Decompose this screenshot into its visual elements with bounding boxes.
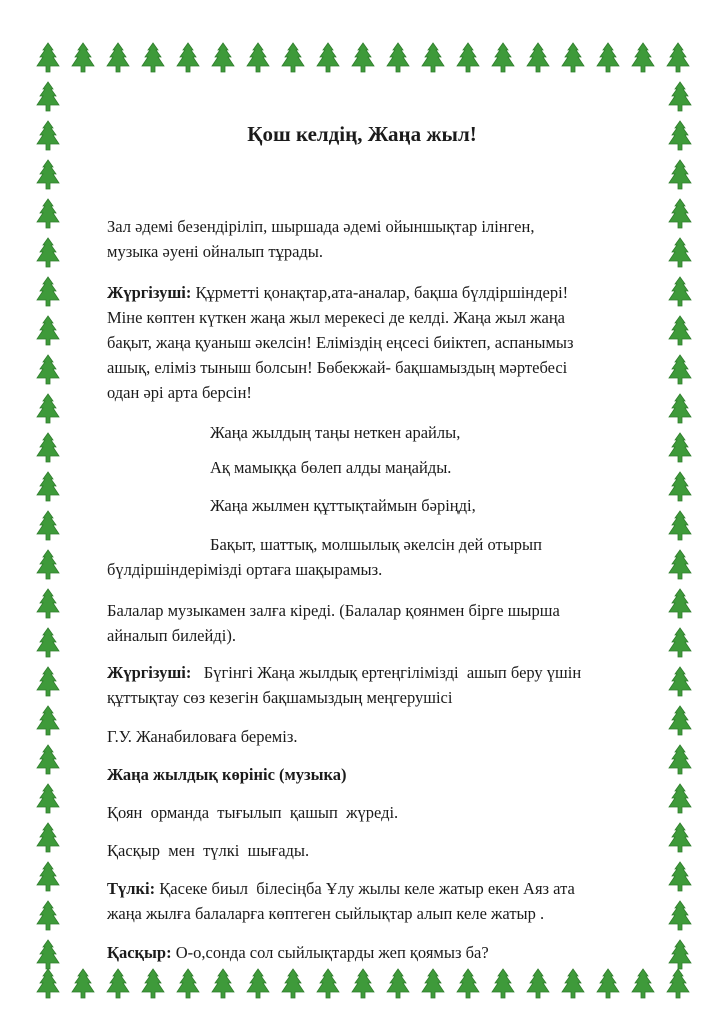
text-line: жаңа жылға балаларға көптеген сыйлықтар алып келе жатыр . <box>107 904 545 923</box>
speaker-label: Жүргізуші: <box>107 663 192 682</box>
text-line <box>107 876 667 901</box>
speech-text: О-о,сонда сол сыйлықтарды жеп қоямыз ба? <box>171 943 489 962</box>
text-line: бақыт, жаңа қуаныш әкелсін! Еліміздің еңсесі биіктеп, аспанымыз <box>107 333 574 352</box>
speaker-label: Түлкі: <box>107 879 156 898</box>
speech-text: Бүгінгі Жаңа жылдық ертеңгілімізді ашып беру үшін <box>191 663 582 682</box>
text-line: Г.У. Жанабиловаға береміз. <box>107 727 298 746</box>
text-line: айналып билейді). <box>107 626 236 645</box>
children-enter-paragraph <box>107 598 667 648</box>
speaker-label: Жүргізуші: <box>107 283 192 302</box>
host-speech-paragraph <box>107 660 667 710</box>
text-line: құттықтау сөз кезегін бақшамыздың меңгерушісі <box>107 688 453 707</box>
text-line <box>107 280 667 305</box>
poem-line: Бақыт, шаттық, молшылық әкелсін дей отырып <box>210 535 542 554</box>
speech-text: Қасеке биыл білесіңба Ұлу жылы келе жатыр екен Аяз ата <box>155 879 575 898</box>
poem-line: Ақ мамыққа бөлеп алды маңайды. <box>210 458 452 477</box>
text-line: Зал әдемі безендіріліп, шыршада әдемі ойыншықтар ілінген, <box>107 217 535 236</box>
page-title: Қош келдің, Жаңа жыл! <box>247 122 477 146</box>
intro-paragraph <box>107 214 667 264</box>
text-line: Қоян орманда тығылып қашып жүреді. <box>107 803 399 822</box>
text-line <box>107 940 667 965</box>
fox-speech-paragraph <box>107 876 667 926</box>
text-line <box>107 660 667 685</box>
text-line: ашық, еліміз тыныш болсын! Бөбекжай- бақшамыздың мәртебесі <box>107 358 568 377</box>
scene-heading <box>107 762 667 787</box>
poem-line: Жаңа жылмен құттықтаймын бәріңді, <box>210 496 476 515</box>
text-line: Міне көптен күткен жаңа жыл мерекесі де келді. Жаңа жыл жаңа <box>107 308 565 327</box>
speaker-label: Қасқыр: <box>107 943 172 962</box>
speech-text: Құрметті қонақтар,ата-аналар, бақша бүлдіршіндері! <box>191 283 569 302</box>
poem-line: Жаңа жылдың таңы неткен арайлы, <box>210 423 461 442</box>
host-speech-paragraph <box>107 280 667 405</box>
text-line: одан әрі арта берсін! <box>107 383 252 402</box>
wolf-speech-paragraph <box>107 940 667 965</box>
poem-line: бүлдіршіндерімізді ортаға шақырамыз. <box>107 560 383 579</box>
text-line: Қасқыр мен түлкі шығады. <box>107 841 310 860</box>
text-line: Балалар музыкамен залға кіреді. (Балалар қоянмен бірге шырша <box>107 601 560 620</box>
text-line: музыка әуені ойналып тұрады. <box>107 242 324 261</box>
scene-heading-text: Жаңа жылдық көрініс (музыка) <box>107 765 347 784</box>
